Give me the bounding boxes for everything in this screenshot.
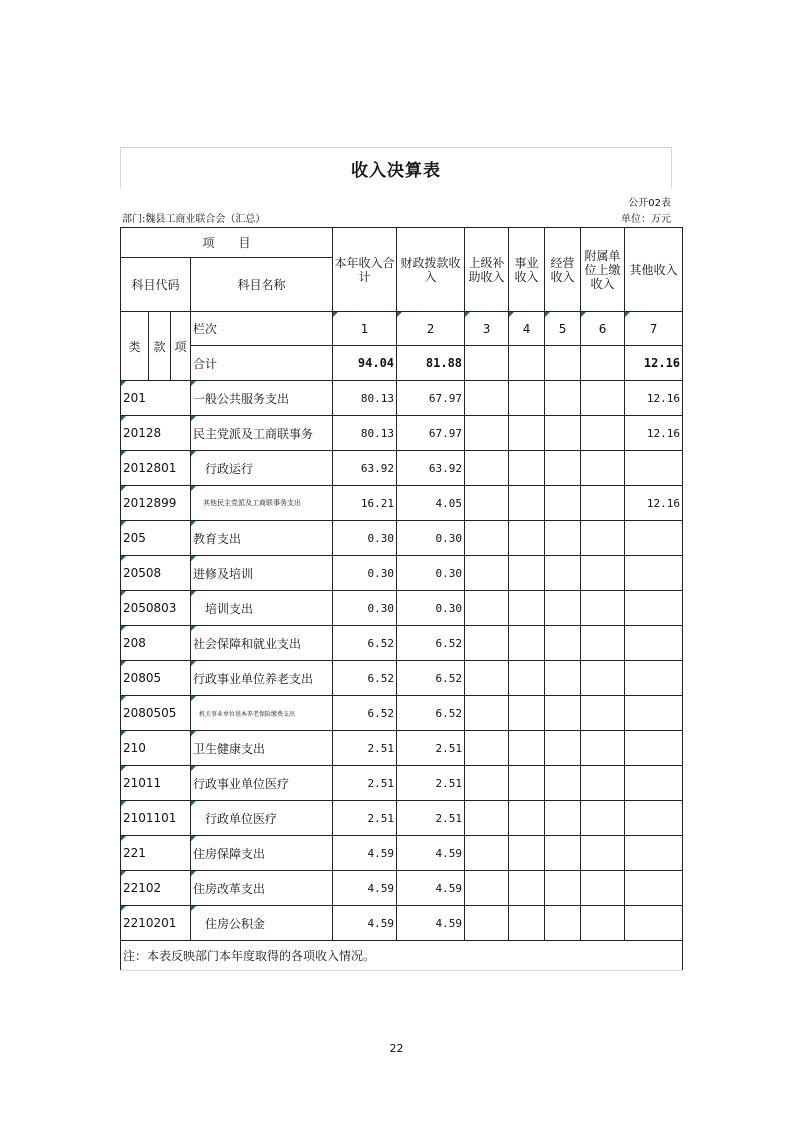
amount-cell: 2.51 (397, 801, 465, 836)
col-num: 5 (545, 312, 581, 346)
col-header-7: 其他收入 (625, 228, 683, 312)
table-row (121, 661, 683, 696)
amount-cell (581, 486, 625, 521)
amount-cell: 6.52 (397, 661, 465, 696)
amount-cell (625, 661, 683, 696)
amount-cell: 4.59 (333, 906, 397, 941)
col-num: 1 (333, 312, 397, 346)
lanci-label: 栏次 (191, 312, 333, 346)
amount-cell (545, 556, 581, 591)
amount-cell: 67.97 (397, 416, 465, 451)
table-row (121, 801, 683, 836)
subject-name: 行政事业单位养老支出 (191, 661, 333, 696)
subject-name: 教育支出 (191, 521, 333, 556)
subject-code: 20128 (121, 416, 191, 451)
col-header-4: 事业收入 (509, 228, 545, 312)
col-num: 4 (509, 312, 545, 346)
amount-cell: 0.30 (333, 591, 397, 626)
amount-cell (509, 591, 545, 626)
table-row (121, 591, 683, 626)
amount-cell (545, 696, 581, 731)
amount-cell (625, 731, 683, 766)
amount-cell (545, 731, 581, 766)
subject-code: 22102 (121, 871, 191, 906)
amount-cell: 4.05 (397, 486, 465, 521)
amount-cell: 6.52 (333, 696, 397, 731)
total-cell: 12.16 (625, 346, 683, 381)
subject-code: 210 (121, 731, 191, 766)
page-title: 收入决算表 (351, 161, 441, 181)
subject-name: 住房公积金 (191, 906, 333, 941)
amount-cell (509, 381, 545, 416)
subject-name: 住房改革支出 (191, 871, 333, 906)
col-header-2: 财政拨款收入 (397, 228, 465, 312)
income-table (120, 227, 683, 971)
amount-cell (465, 766, 509, 801)
department-label: 部门:魏县工商业联合会（汇总） (122, 214, 266, 225)
amount-cell (581, 731, 625, 766)
amount-cell (625, 801, 683, 836)
amount-cell (509, 766, 545, 801)
amount-cell (625, 871, 683, 906)
amount-cell (581, 696, 625, 731)
col-header-3: 上级补助收入 (465, 228, 509, 312)
table-code: 公开02表 (628, 198, 671, 209)
amount-cell (581, 626, 625, 661)
page-number: 22 (389, 1042, 404, 1055)
amount-cell (625, 906, 683, 941)
amount-cell (465, 731, 509, 766)
amount-cell (581, 871, 625, 906)
amount-cell (581, 591, 625, 626)
lei-label: 类 (121, 312, 149, 381)
amount-cell: 6.52 (333, 626, 397, 661)
total-cell (545, 346, 581, 381)
total-cell: 81.88 (397, 346, 465, 381)
amount-cell (509, 836, 545, 871)
amount-cell (465, 591, 509, 626)
amount-cell (545, 661, 581, 696)
subject-name: 社会保障和就业支出 (191, 626, 333, 661)
amount-cell (581, 416, 625, 451)
amount-cell (581, 521, 625, 556)
amount-cell: 4.59 (397, 871, 465, 906)
amount-cell (625, 696, 683, 731)
amount-cell (581, 451, 625, 486)
amount-cell (545, 451, 581, 486)
subject-name: 行政事业单位医疗 (191, 766, 333, 801)
subject-code: 208 (121, 626, 191, 661)
subject-code: 20508 (121, 556, 191, 591)
amount-cell (581, 766, 625, 801)
project-header: 项 目 (121, 228, 333, 258)
subject-code: 20805 (121, 661, 191, 696)
table-row (121, 451, 683, 486)
amount-cell: 2.51 (397, 731, 465, 766)
amount-cell (509, 871, 545, 906)
amount-cell (465, 696, 509, 731)
amount-cell: 12.16 (625, 486, 683, 521)
amount-cell (545, 381, 581, 416)
amount-cell (465, 521, 509, 556)
amount-cell: 16.21 (333, 486, 397, 521)
amount-cell: 2.51 (333, 801, 397, 836)
amount-cell (625, 591, 683, 626)
amount-cell (465, 556, 509, 591)
amount-cell: 63.92 (333, 451, 397, 486)
subject-name: 一般公共服务支出 (191, 381, 333, 416)
amount-cell: 0.30 (333, 556, 397, 591)
amount-cell (545, 626, 581, 661)
amount-cell: 4.59 (333, 836, 397, 871)
amount-cell (581, 836, 625, 871)
amount-cell: 2.51 (333, 766, 397, 801)
amount-cell (465, 416, 509, 451)
amount-cell (465, 451, 509, 486)
amount-cell (545, 591, 581, 626)
amount-cell (509, 486, 545, 521)
col-header-5: 经营收入 (545, 228, 581, 312)
table-row (121, 766, 683, 801)
amount-cell (625, 626, 683, 661)
amount-cell: 0.30 (397, 521, 465, 556)
subject-code: 2210201 (121, 906, 191, 941)
amount-cell: 0.30 (397, 591, 465, 626)
amount-cell (545, 486, 581, 521)
col-num: 7 (625, 312, 683, 346)
col-num: 6 (581, 312, 625, 346)
table-row (121, 416, 683, 451)
subject-code: 205 (121, 521, 191, 556)
amount-cell: 0.30 (397, 556, 465, 591)
subject-code: 2012899 (121, 486, 191, 521)
total-cell: 94.04 (333, 346, 397, 381)
subject-name: 行政单位医疗 (191, 801, 333, 836)
amount-cell (625, 836, 683, 871)
subject-code: 21011 (121, 766, 191, 801)
amount-cell: 67.97 (397, 381, 465, 416)
subject-name: 培训支出 (191, 591, 333, 626)
amount-cell: 6.52 (397, 626, 465, 661)
subject-name: 机关事业单位基本养老保险缴费支出 (191, 696, 333, 731)
table-row (121, 696, 683, 731)
amount-cell (545, 521, 581, 556)
table-row (121, 626, 683, 661)
amount-cell (545, 801, 581, 836)
subject-name: 住房保障支出 (191, 836, 333, 871)
table-row (121, 486, 683, 521)
table-row (121, 871, 683, 906)
amount-cell (625, 556, 683, 591)
amount-cell (465, 661, 509, 696)
col-header-6: 附属单位上缴收入 (581, 228, 625, 312)
xiang-label: 项 (171, 312, 191, 381)
amount-cell (545, 906, 581, 941)
total-cell (509, 346, 545, 381)
total-cell (581, 346, 625, 381)
amount-cell (581, 801, 625, 836)
amount-cell (465, 486, 509, 521)
amount-cell (581, 906, 625, 941)
amount-cell: 6.52 (397, 696, 465, 731)
unit-label: 单位：万元 (621, 214, 671, 225)
table-row (121, 906, 683, 941)
subject-code: 2012801 (121, 451, 191, 486)
amount-cell: 2.51 (333, 731, 397, 766)
table-row (121, 556, 683, 591)
amount-cell: 4.59 (333, 871, 397, 906)
amount-cell (545, 416, 581, 451)
name-header: 科目名称 (191, 258, 333, 312)
subject-code: 2080505 (121, 696, 191, 731)
subject-code: 221 (121, 836, 191, 871)
amount-cell (509, 661, 545, 696)
amount-cell (509, 451, 545, 486)
amount-cell (465, 626, 509, 661)
amount-cell: 12.16 (625, 416, 683, 451)
table-note: 注：本表反映部门本年度取得的各项收入情况。 (121, 941, 683, 971)
amount-cell (465, 381, 509, 416)
table-row (121, 731, 683, 766)
amount-cell (465, 836, 509, 871)
amount-cell: 4.59 (397, 906, 465, 941)
amount-cell (625, 521, 683, 556)
amount-cell (581, 556, 625, 591)
amount-cell: 80.13 (333, 416, 397, 451)
amount-cell (509, 556, 545, 591)
table-row (121, 381, 683, 416)
amount-cell (509, 801, 545, 836)
kuan-label: 款 (149, 312, 171, 381)
subject-name: 其他民主党派及工商联事务支出 (191, 486, 333, 521)
amount-cell (625, 766, 683, 801)
subject-name: 民主党派及工商联事务 (191, 416, 333, 451)
amount-cell (509, 906, 545, 941)
amount-cell (509, 521, 545, 556)
amount-cell: 6.52 (333, 661, 397, 696)
amount-cell: 4.59 (397, 836, 465, 871)
amount-cell (545, 766, 581, 801)
table-row (121, 836, 683, 871)
subject-name: 行政运行 (191, 451, 333, 486)
amount-cell: 0.30 (333, 521, 397, 556)
amount-cell: 2.51 (397, 766, 465, 801)
amount-cell (509, 731, 545, 766)
amount-cell: 80.13 (333, 381, 397, 416)
amount-cell (625, 451, 683, 486)
col-header-1: 本年收入合计 (333, 228, 397, 312)
amount-cell (545, 836, 581, 871)
amount-cell (509, 416, 545, 451)
total-cell (465, 346, 509, 381)
amount-cell (509, 696, 545, 731)
subject-name: 进修及培训 (191, 556, 333, 591)
total-label: 合计 (191, 346, 333, 381)
amount-cell (581, 661, 625, 696)
amount-cell (465, 801, 509, 836)
amount-cell: 12.16 (625, 381, 683, 416)
subject-name: 卫生健康支出 (191, 731, 333, 766)
amount-cell (581, 381, 625, 416)
amount-cell (545, 871, 581, 906)
code-header: 科目代码 (121, 258, 191, 312)
table-row (121, 521, 683, 556)
col-num: 2 (397, 312, 465, 346)
amount-cell (465, 871, 509, 906)
amount-cell: 63.92 (397, 451, 465, 486)
amount-cell (465, 906, 509, 941)
col-num: 3 (465, 312, 509, 346)
subject-code: 201 (121, 381, 191, 416)
subject-code: 2101101 (121, 801, 191, 836)
subject-code: 2050803 (121, 591, 191, 626)
amount-cell (509, 626, 545, 661)
